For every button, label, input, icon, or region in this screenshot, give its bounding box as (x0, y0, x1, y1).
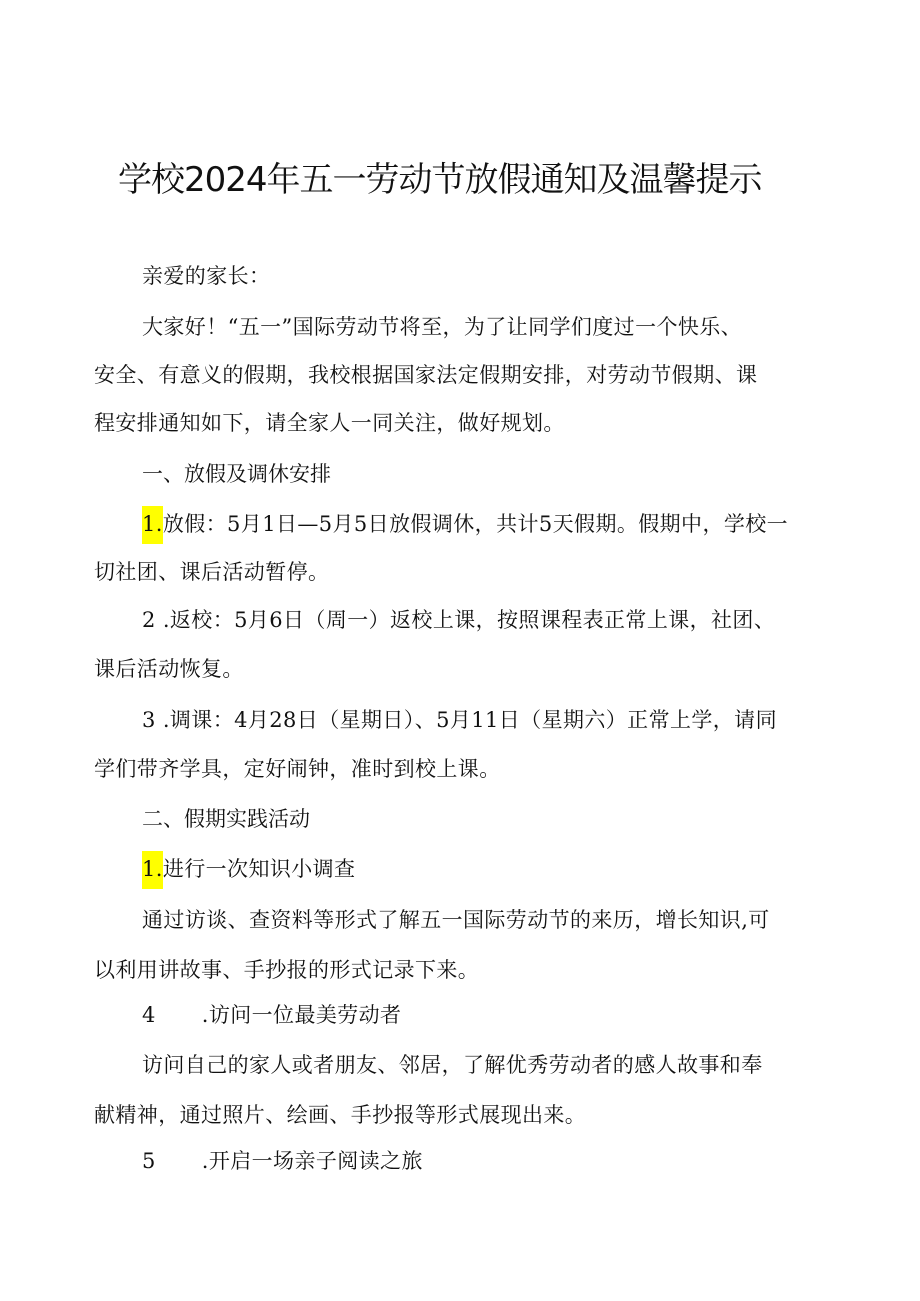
document-title: 学校2024年五一劳动节放假通知及温馨提示 (118, 160, 762, 200)
section-2-item-1-body-1: 通过访谈、查资料等形式了解五一国际劳动节的来历，增长知识,可 (142, 908, 770, 932)
section-1-item-2-cont: 课后活动恢复。 (94, 657, 244, 681)
item-text: .开启一场亲子阅读之旅 (201, 1149, 423, 1173)
highlighted-number: 1. (142, 506, 163, 544)
item-number: 5 (142, 1149, 156, 1173)
intro-line-3: 程安排通知如下，请全家人一同关注，做好规划。 (94, 411, 565, 435)
greeting: 亲爱的家长： (142, 264, 271, 288)
item-number: 4 (142, 1003, 156, 1027)
intro-line-1: 大家好！“五一”国际劳动节将至，为了让同学们度过一个快乐、 (142, 315, 743, 339)
section-1-item-3: 3 .调课：4月28日（星期日）、5月11日（星期六）正常上学，请同 (142, 708, 777, 732)
section-2-heading: 二、假期实践活动 (142, 807, 310, 831)
section-2-item-1-title (142, 855, 355, 883)
section-2-item-1-body-2: 以利用讲故事、手抄报的形式记录下来。 (94, 958, 480, 982)
section-2-item-5-title (142, 1147, 423, 1175)
item-text: 进行一次知识小调查 (162, 857, 356, 881)
section-1-item-3-cont: 学们带齐学具，定好闹钟，准时到校上课。 (94, 757, 501, 781)
section-2-item-4-title (142, 1001, 401, 1029)
highlighted-number: 1. (142, 851, 163, 889)
item-text: 放假：5月1日—5月5日放假调休，共计5天假期。假期中，学校一 (162, 512, 789, 536)
section-1-item-2: 2 .返校：5月6日（周一）返校上课，按照课程表正常上课，社团、 (142, 608, 776, 632)
item-text: .访问一位最美劳动者 (201, 1003, 402, 1027)
section-1-item-1-cont: 切社团、课后活动暂停。 (94, 560, 330, 584)
section-2-item-4-body-2: 献精神，通过照片、绘画、手抄报等形式展现出来。 (94, 1103, 587, 1127)
section-2-item-4-body-1: 访问自己的家人或者朋友、邻居，了解优秀劳动者的感人故事和奉 (142, 1053, 763, 1077)
section-1-item-1 (142, 510, 788, 538)
intro-line-2: 安全、有意义的假期，我校根据国家法定假期安排，对劳动节假期、课 (94, 363, 758, 387)
section-1-heading: 一、放假及调休安排 (142, 462, 331, 486)
